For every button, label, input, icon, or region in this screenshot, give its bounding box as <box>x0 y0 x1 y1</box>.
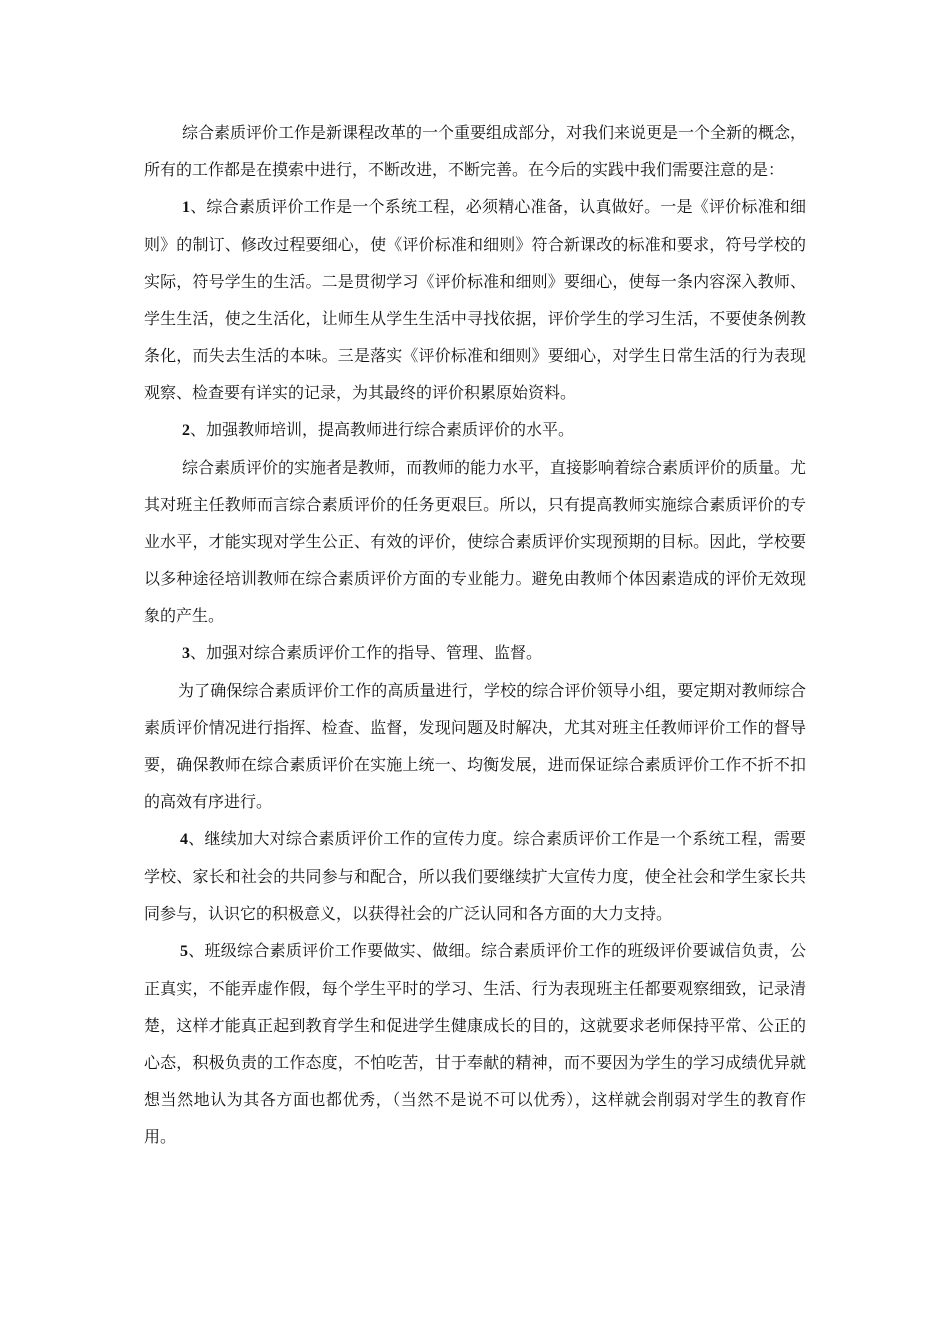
document-body <box>144 114 806 1155</box>
point-3-body <box>144 672 806 820</box>
point-5-paragraph <box>144 932 806 1155</box>
paragraph-text: 、继续加大对综合素质评价工作的宣传力度。综合素质评价工作是一个系统工程，需要学校、家长和社会的共同参与和配合，所以我们要继续扩大宣传力度，使全社会和学生家长共同参与，认识它的积极意义，以获得社会的广泛认同和各方面的大力支持。 <box>144 829 806 923</box>
point-4-paragraph <box>144 820 806 932</box>
point-number: 2 <box>182 422 190 439</box>
paragraph-text: 为了确保综合素质评价工作的高质量进行，学校的综合评价领导小组，要定期对教师综合素质评价情况进行指挥、检查、监督，发现问题及时解决，尤其对班主任教师评价工作的督导要，确保教师在综合素质评价在实施上统一、均衡发展，进而保证综合素质评价工作不折不扣的高效有序进行。 <box>144 681 806 811</box>
point-2-body <box>144 449 806 634</box>
paragraph-text: 综合素质评价的实施者是教师，而教师的能力水平，直接影响着综合素质评价的质量。尤其对班主任教师而言综合素质评价的任务更艰巨。所以，只有提高教师实施综合素质评价的专业水平，才能实现对学生公正、有效的评价，使综合素质评价实现预期的目标。因此，学校要以多种途径培训教师在综合素质评价方面的专业能力。避免由教师个体因素造成的评价无效现象的产生。 <box>144 458 807 625</box>
point-3-heading <box>144 634 806 672</box>
point-number: 3 <box>182 645 190 662</box>
intro-paragraph <box>144 114 806 188</box>
paragraph-text: 、班级综合素质评价工作要做实、做细。综合素质评价工作的班级评价要诚信负责，公正真实，不能弄虚作假，每个学生平时的学习、生活、行为表现班主任都要观察细致，记录清楚，这样才能真正起到教育学生和促进学生健康成长的目的，这就要求老师保持平常、公正的心态，积极负责的工作态度，不怕吃苦，甘于奉献的精神，而不要因为学生的学习成绩优异就想当然地认为其各方面也都优秀，（当然不是说不可以优秀），这样就会削弱对学生的教育作用。 <box>144 941 806 1146</box>
point-2-heading <box>144 411 806 449</box>
point-1-paragraph <box>144 188 806 411</box>
paragraph-text: 、加强教师培训，提高教师进行综合素质评价的水平。 <box>190 420 575 439</box>
paragraph-text: 、综合素质评价工作是一个系统工程，必须精心准备，认真做好。一是《评价标准和细则》的制订、修改过程要细心，使《评价标准和细则》符合新课改的标准和要求，符号学校的实际，符号学生的生活。二是贯彻学习《评价标准和细则》要细心，使每一条内容深入教师、学生生活，使之生活化，让师生从学生生活中寻找依据，评价学生的学习生活，不要使条例教条化，而失去生活的本味。三是落实《评价标准和细则》要细心，对学生日常生活的行为表现观察、检查要有详实的记录，为其最终的评价积累原始资料。 <box>144 197 806 402</box>
point-number: 4 <box>180 831 188 848</box>
point-number: 5 <box>180 943 188 960</box>
paragraph-text: 、加强对综合素质评价工作的指导、管理、监督。 <box>190 643 543 662</box>
paragraph-text: 综合素质评价工作是新课程改革的一个重要组成部分，对我们来说更是一个全新的概念，所有的工作都是在摸索中进行，不断改进，不断完善。在今后的实践中我们需要注意的是： <box>144 123 807 179</box>
point-number: 1 <box>182 199 190 216</box>
